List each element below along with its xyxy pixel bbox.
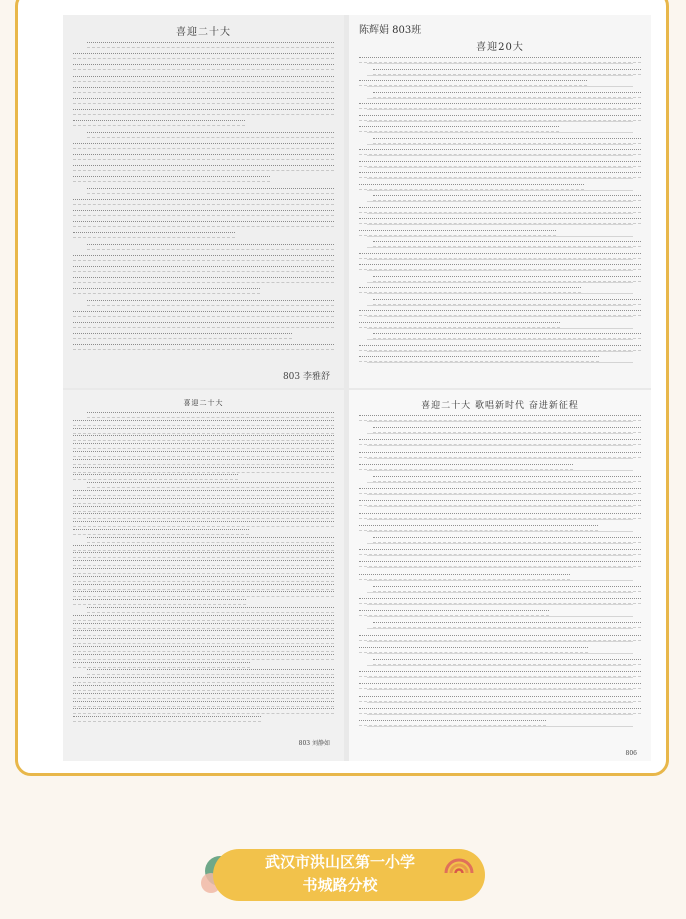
handwriting-line bbox=[87, 244, 334, 250]
handwriting-line bbox=[87, 482, 334, 488]
handwriting-line bbox=[87, 537, 334, 543]
ruled-line bbox=[367, 665, 633, 666]
ruled-line bbox=[367, 714, 633, 715]
handwriting-line bbox=[73, 701, 334, 707]
essay-signature: 803 李雅舒 bbox=[282, 372, 330, 382]
ruled-line bbox=[367, 531, 633, 532]
handwriting-line bbox=[73, 685, 334, 691]
ruled-line bbox=[367, 421, 633, 422]
essay-collage-image bbox=[63, 15, 651, 761]
handwriting-lines bbox=[73, 42, 334, 356]
handwriting-line bbox=[73, 277, 334, 283]
essay-signature: 806 bbox=[625, 750, 637, 757]
ruled-line bbox=[367, 259, 633, 260]
handwriting-line bbox=[87, 412, 334, 418]
essay-title: 喜迎二十大 歌唱新时代 奋进新征程 bbox=[421, 401, 579, 411]
ruled-line bbox=[367, 155, 633, 156]
ruled-line bbox=[367, 702, 633, 703]
ruled-line bbox=[367, 121, 633, 122]
school-name-line2: 书城路分校 bbox=[302, 876, 378, 894]
handwriting-line bbox=[73, 210, 334, 216]
essay-title: 喜迎20大 bbox=[476, 42, 524, 53]
handwriting-line bbox=[73, 506, 334, 512]
ruled-line bbox=[367, 98, 633, 99]
ruled-line bbox=[367, 190, 633, 191]
handwriting-line bbox=[73, 599, 246, 605]
ruled-line bbox=[367, 433, 633, 434]
handwriting-line bbox=[73, 716, 261, 722]
handwriting-line bbox=[73, 76, 334, 82]
handwriting-line bbox=[73, 459, 334, 465]
handwriting-line bbox=[73, 521, 334, 527]
ruled-line bbox=[367, 270, 633, 271]
handwriting-line bbox=[73, 428, 334, 434]
ruled-line bbox=[367, 201, 633, 202]
essay-author: 陈辉娟 803班 bbox=[359, 25, 422, 36]
ruled-line bbox=[367, 726, 633, 727]
ruled-line bbox=[367, 247, 633, 248]
handwriting-line bbox=[73, 87, 334, 93]
ruled-line bbox=[367, 236, 633, 237]
ruled-line bbox=[367, 494, 633, 495]
ruled-line bbox=[367, 628, 633, 629]
essay-title: 喜迎二十大 bbox=[176, 27, 231, 38]
handwriting-lines bbox=[359, 57, 641, 368]
handwriting-line bbox=[73, 529, 249, 535]
essay-sheet-bottom-left bbox=[63, 390, 344, 761]
ruled-line bbox=[367, 604, 633, 605]
handwriting-line bbox=[87, 42, 334, 48]
handwriting-line bbox=[73, 638, 334, 644]
essay-sheet-bottom-right bbox=[349, 390, 651, 761]
essay-sheet-top-right bbox=[349, 15, 651, 388]
ruled-line bbox=[367, 555, 633, 556]
ruled-line bbox=[367, 351, 633, 352]
handwriting-line bbox=[87, 188, 334, 194]
handwriting-line bbox=[73, 474, 238, 480]
handwriting-line bbox=[73, 344, 334, 350]
school-name bbox=[236, 851, 444, 897]
ruled-line bbox=[367, 445, 633, 446]
ruled-line bbox=[367, 482, 633, 483]
ruled-line bbox=[367, 470, 633, 471]
ruled-line bbox=[367, 167, 633, 168]
handwriting-line bbox=[73, 255, 334, 261]
handwriting-line bbox=[87, 607, 334, 613]
handwriting-line bbox=[73, 176, 270, 182]
ruled-line bbox=[367, 362, 633, 363]
ruled-line bbox=[367, 641, 633, 642]
handwriting-line bbox=[73, 435, 334, 441]
handwriting-line bbox=[73, 232, 235, 238]
ruled-line bbox=[367, 689, 633, 690]
essay-signature: 803 刘静如 bbox=[298, 740, 330, 747]
ruled-line bbox=[367, 567, 633, 568]
ruled-line bbox=[367, 132, 633, 133]
ruled-line bbox=[367, 178, 633, 179]
essay-sheet-top-left bbox=[63, 15, 344, 388]
handwriting-line bbox=[73, 98, 334, 104]
ruled-line bbox=[367, 506, 633, 507]
handwriting-line bbox=[73, 498, 334, 504]
handwriting-line bbox=[73, 630, 334, 636]
handwriting-line bbox=[87, 300, 334, 306]
handwriting-line bbox=[73, 199, 334, 205]
handwriting-line bbox=[87, 132, 334, 138]
handwriting-line bbox=[73, 662, 250, 668]
handwriting-line bbox=[73, 615, 334, 621]
handwriting-line bbox=[73, 322, 334, 328]
ruled-line bbox=[367, 458, 633, 459]
ruled-line bbox=[367, 592, 633, 593]
ruled-line bbox=[367, 75, 633, 76]
handwriting-line bbox=[73, 545, 334, 551]
handwriting-line bbox=[73, 584, 334, 590]
ruled-line bbox=[367, 63, 633, 64]
ruled-line bbox=[367, 580, 633, 581]
ruled-line bbox=[367, 86, 633, 87]
handwriting-line bbox=[73, 576, 334, 582]
ruled-line bbox=[367, 282, 633, 283]
handwriting-line bbox=[73, 288, 260, 294]
handwriting-line bbox=[73, 311, 334, 317]
ruled-line bbox=[367, 144, 633, 145]
handwriting-lines bbox=[73, 412, 334, 724]
handwriting-line bbox=[73, 154, 334, 160]
ruled-line bbox=[367, 328, 633, 329]
handwriting-line bbox=[73, 560, 334, 566]
handwriting-line bbox=[73, 143, 334, 149]
school-name-line1: 武汉市洪山区第一小学 bbox=[264, 853, 415, 871]
ruled-line bbox=[367, 213, 633, 214]
handwriting-line bbox=[73, 490, 334, 496]
handwriting-line bbox=[73, 693, 334, 699]
ruled-line bbox=[367, 616, 633, 617]
handwriting-line bbox=[73, 552, 334, 558]
essay-title: 喜迎二十大 bbox=[183, 399, 224, 407]
handwriting-line bbox=[73, 467, 334, 473]
handwriting-line bbox=[73, 708, 334, 714]
ruled-line bbox=[367, 653, 633, 654]
handwriting-line bbox=[73, 646, 334, 652]
handwriting-line bbox=[73, 451, 334, 457]
handwriting-line bbox=[73, 266, 334, 272]
ruled-line bbox=[367, 224, 633, 225]
handwriting-line bbox=[73, 109, 334, 115]
handwriting-line bbox=[73, 120, 245, 126]
handwriting-line bbox=[73, 568, 334, 574]
ruled-line bbox=[367, 519, 633, 520]
handwriting-line bbox=[73, 64, 334, 70]
handwriting-line bbox=[73, 677, 334, 683]
handwriting-line bbox=[73, 221, 334, 227]
handwriting-line bbox=[73, 654, 334, 660]
ruled-line bbox=[367, 543, 633, 544]
handwriting-line bbox=[73, 165, 334, 171]
handwriting-line bbox=[87, 669, 334, 675]
handwriting-lines bbox=[359, 415, 641, 732]
ruled-line bbox=[367, 305, 633, 306]
handwriting-line bbox=[73, 420, 334, 426]
handwriting-line bbox=[73, 591, 334, 597]
ruled-line bbox=[367, 109, 633, 110]
ruled-line bbox=[367, 316, 633, 317]
handwriting-line bbox=[73, 513, 334, 519]
handwriting-line bbox=[73, 443, 334, 449]
ruled-line bbox=[367, 677, 633, 678]
handwriting-line bbox=[73, 623, 334, 629]
ruled-line bbox=[367, 339, 633, 340]
rainbow-icon bbox=[443, 851, 475, 875]
handwriting-line bbox=[73, 333, 292, 339]
handwriting-line bbox=[73, 53, 334, 59]
ruled-line bbox=[367, 293, 633, 294]
